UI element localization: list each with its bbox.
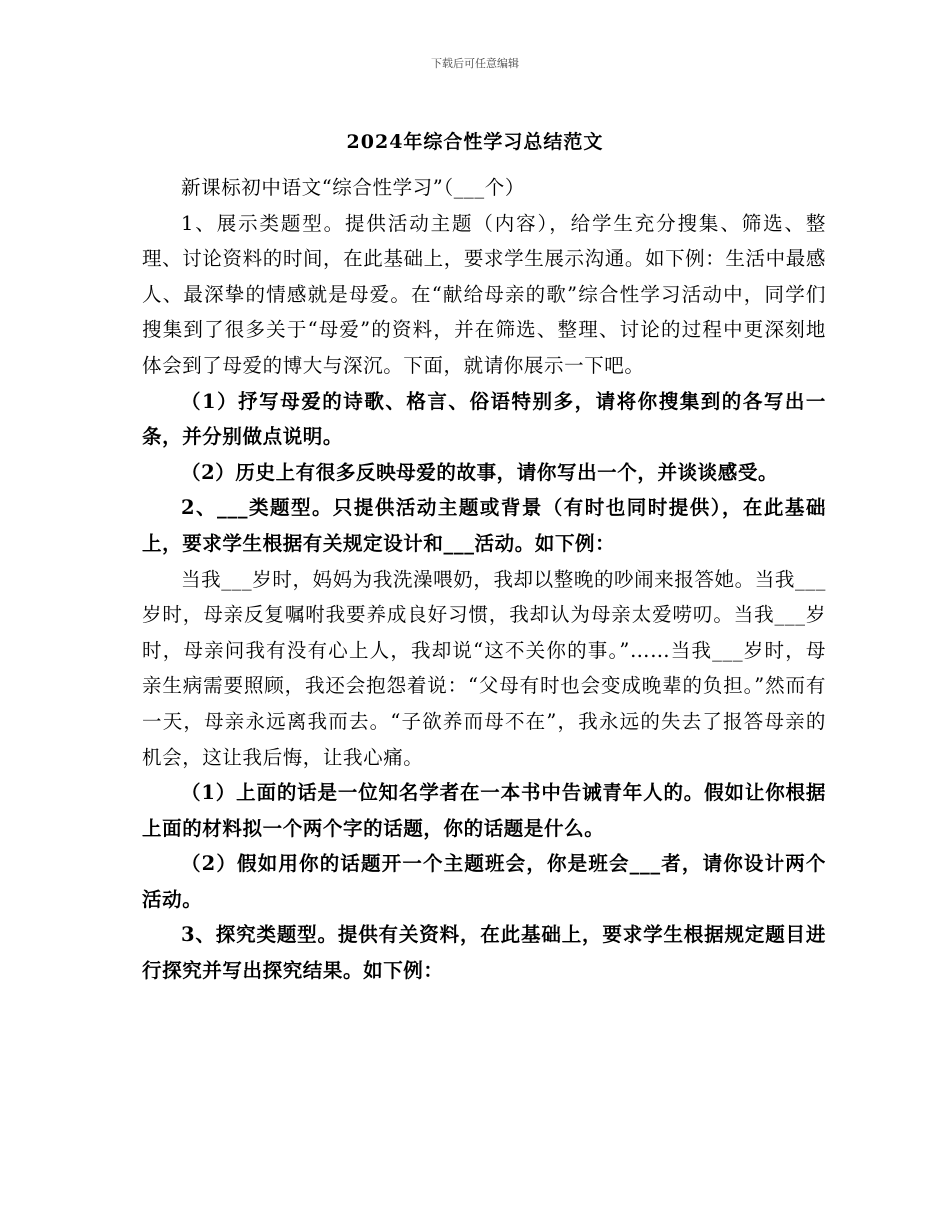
question-1-2: （2）历史上有很多反映母爱的故事，请你写出一个，并谈谈感受。 (181, 460, 779, 484)
question-2-2: （2）假如用你的话题开一个主题班会，你是班会___者，请你设计两个活动。 (142, 852, 826, 911)
paragraph-type-2: 2、___类题型。只提供活动主题或背景（有时也同时提供），在此基础上，要求学生根据有关规定设计和___活动。如下例： (142, 496, 826, 555)
paragraph-type-1: 1、展示类题型。提供活动主题（内容），给学生充分搜集、筛选、整理、讨论资料的时间，在此基础上，要求学生展示沟通。如下例：生活中最感人、最深挚的情感就是母爱。在“献给母亲的歌”综合性学习活动中，同学们搜集到了很多关于“母爱”的资料，并在筛选、整理、讨论的过程中更深刻地体会到了母爱的博大与深沉。下面，就请你展示一下吧。 (142, 211, 826, 377)
paragraph-intro: 新课标初中语文“综合性学习”（___个） (181, 176, 525, 199)
paragraph-type-3: 3、探究类题型。提供有关资料，在此基础上，要求学生根据规定题目进行探究并写出探究结果。如下例： (142, 923, 826, 983)
document-body (142, 170, 826, 989)
question-2-1: （1）上面的话是一位知名学者在一本书中告诫青年人的。假如让你根据上面的材料拟一个两个字的话题，你的话题是什么。 (142, 781, 826, 840)
paragraph-example-2: 当我___岁时，妈妈为我洗澡喂奶，我却以整晚的吵闹来报答她。当我___岁时，母亲反复嘱咐我要养成良好习惯，我却认为母亲太爱唠叨。当我___岁时，母亲问我有没有心上人，我却说“这不关你的事。”……当我___岁时，母亲生病需要照顾，我还会抱怨着说：“父母有时也会变成晚辈的负担。”然而有一天，母亲永远离我而去。“子欲养而母不在”，我永远的失去了报答母亲的机会，这让我后悔，让我心痛。 (142, 567, 827, 769)
header-note: 下载后可任意编辑 (431, 57, 519, 70)
page-title: 2024年综合性学习总结范文 (346, 131, 604, 153)
question-1-1: （1）抒写母爱的诗歌、格言、俗语特别多，请将你搜集到的各写出一条，并分别做点说明。 (142, 389, 826, 449)
